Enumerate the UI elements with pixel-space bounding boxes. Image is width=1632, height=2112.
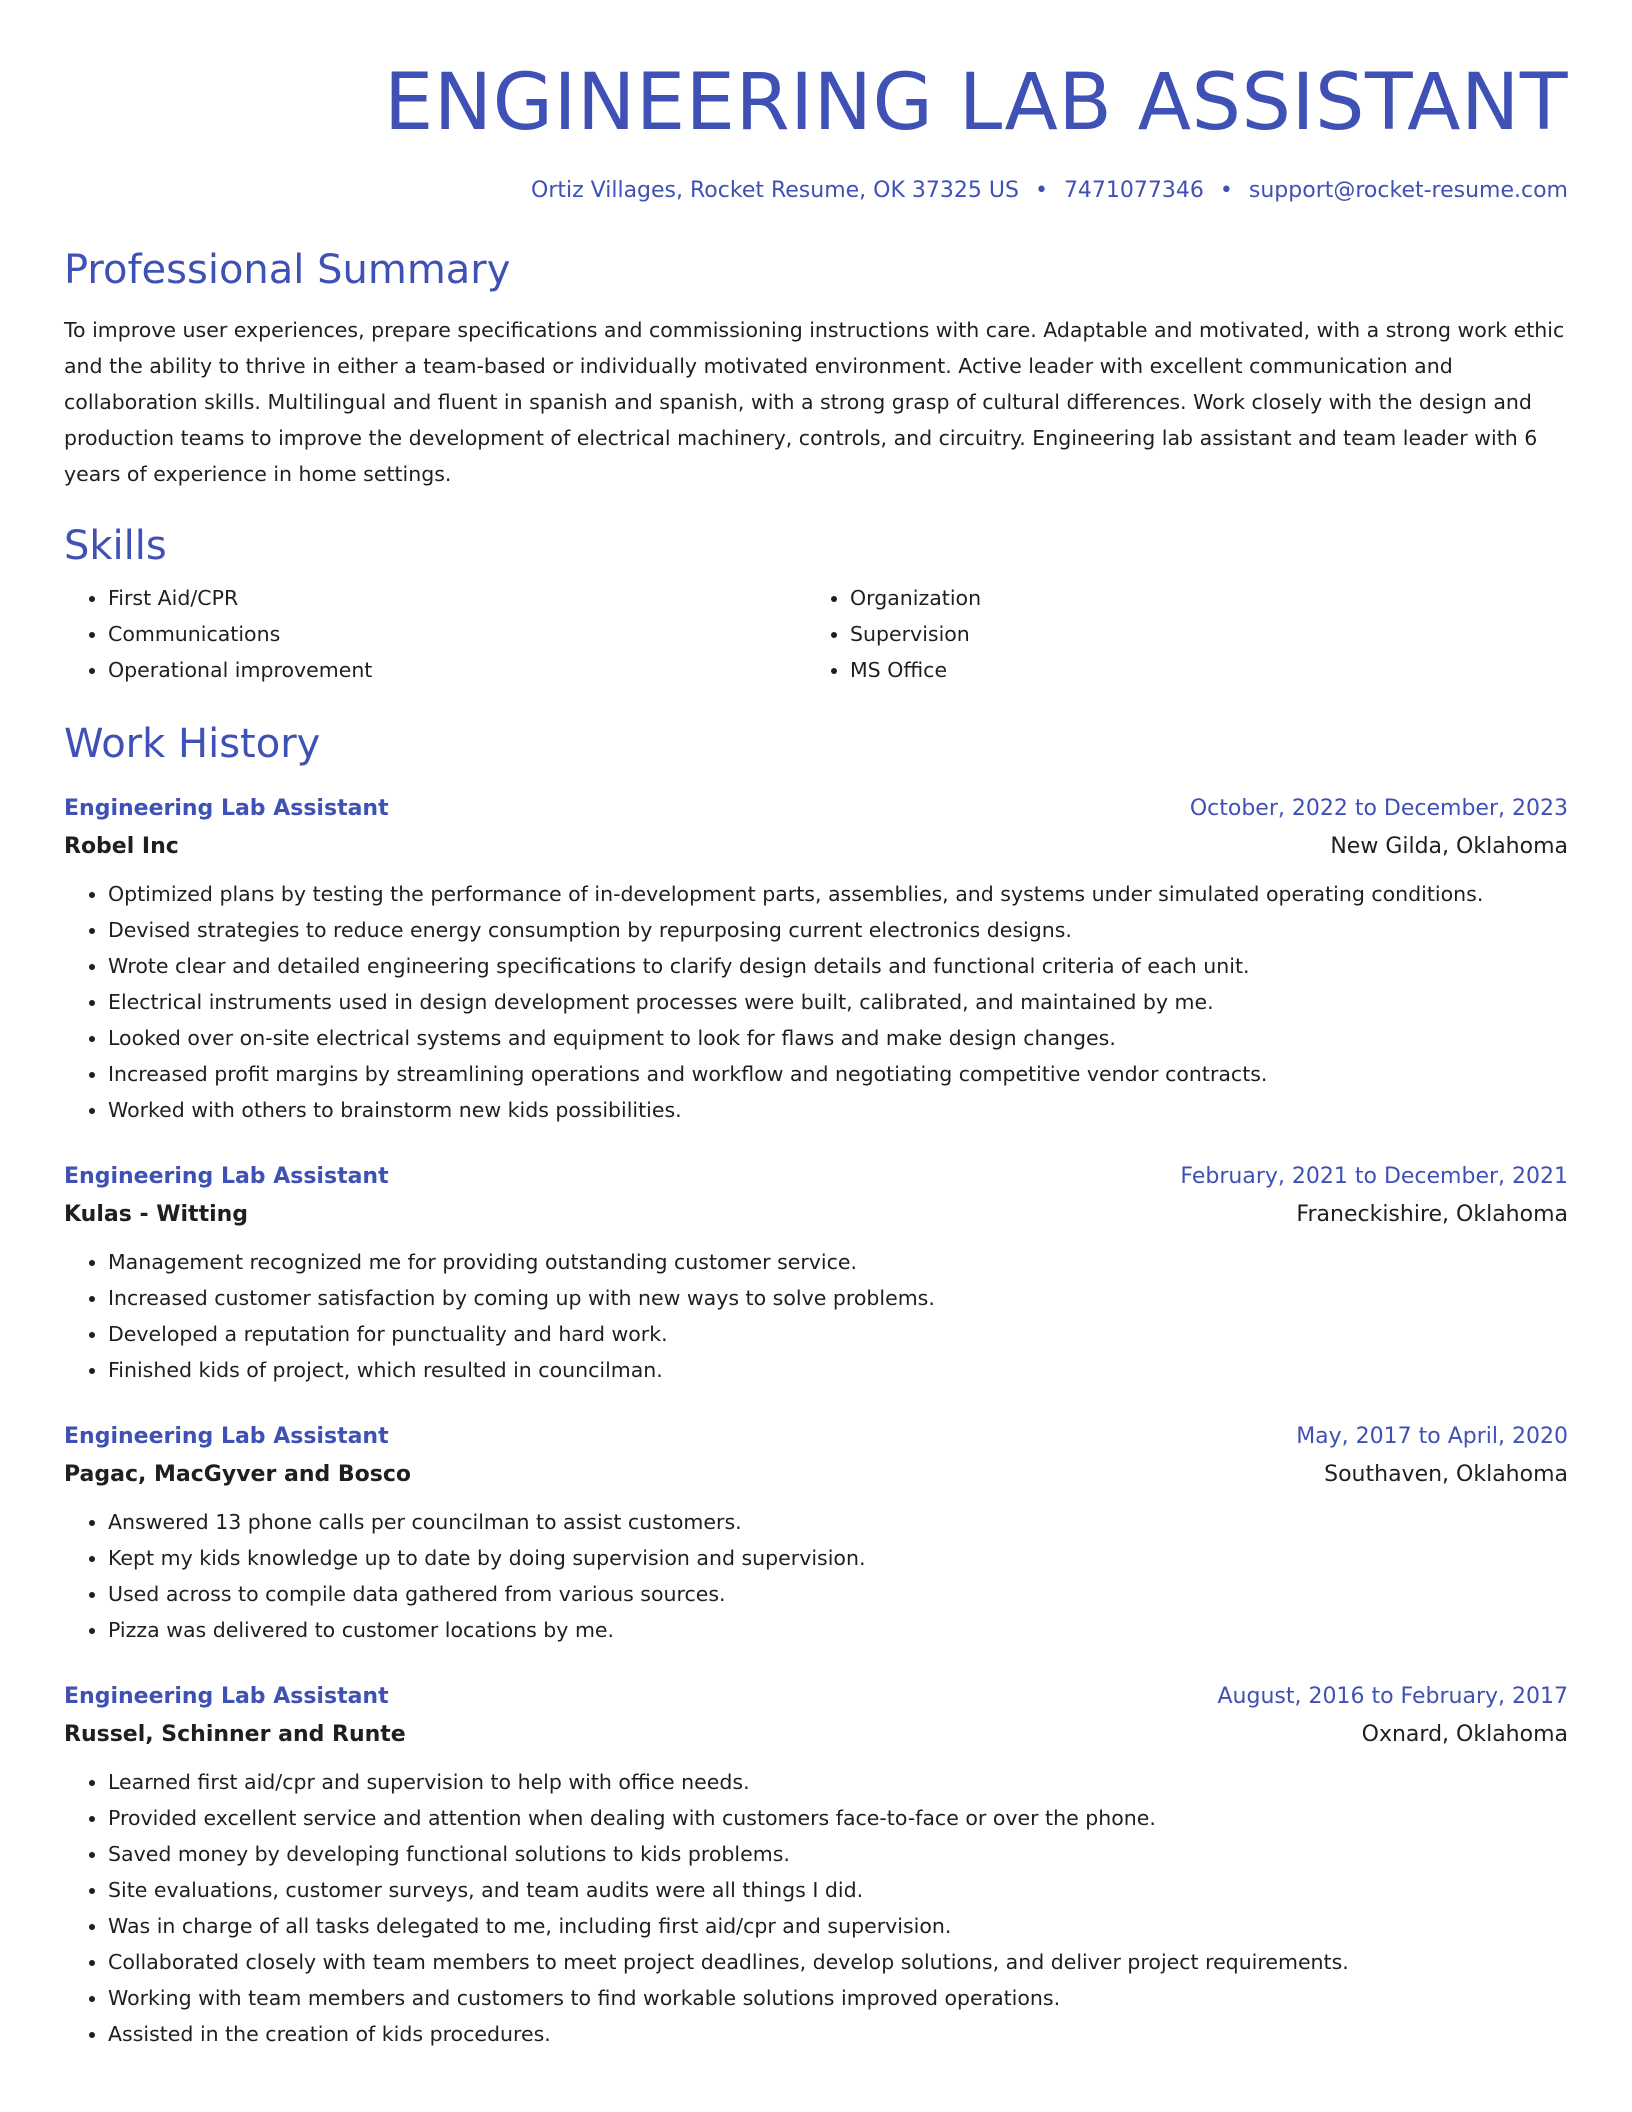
job-bullets <box>64 876 1568 1128</box>
job-dates: May, 2017 to April, 2020 <box>1296 1424 1568 1449</box>
job-bullet: • Answered 13 phone calls per councilman to assist customers. <box>108 1504 1568 1540</box>
skill-item: • First Aid/CPR <box>108 580 806 616</box>
job-bullet: • Finished kids of project, which resulted in councilman. <box>108 1352 1568 1388</box>
job-header-row <box>64 790 1568 828</box>
job-title: Engineering Lab Assistant <box>64 1164 389 1189</box>
summary-text: To improve user experiences, prepare specifications and commissioning instructions with care. Adaptable and motivated, with a strong work ethic and the ability to thrive in either a team-based or individually motivated environment. Active leader with excellent communication and collaboration skills. Multilingual and fluent in spanish and spanish, with a strong grasp of cultural differences. Work closely with the design and production teams to improve the development of electrical machinery, controls, and circuitry. Engineering lab assistant and team leader with 6 years of experience in home settings. <box>64 318 1565 486</box>
resume-page <box>64 0 1568 2052</box>
job-bullet: • Increased customer satisfaction by coming up with new ways to solve problems. <box>108 1280 1568 1316</box>
job-bullet: • Was in charge of all tasks delegated to me, including first aid/cpr and supervision. <box>108 1908 1568 1944</box>
skills-list-right <box>806 580 1548 688</box>
skill-item: • Organization <box>850 580 1548 616</box>
job-entry <box>64 790 1568 1128</box>
job-company: Pagac, MacGyver and Bosco <box>64 1462 412 1487</box>
contact-email: support@rocket-resume.com <box>1248 178 1568 203</box>
job-dates: August, 2016 to February, 2017 <box>1217 1684 1568 1709</box>
skills-column-right <box>806 580 1548 688</box>
resume-name-heading: ENGINEERING LAB ASSISTANT <box>383 58 1568 148</box>
job-entry <box>64 1158 1568 1388</box>
job-location: Franeckishire, Oklahoma <box>1296 1202 1568 1227</box>
job-company: Russel, Schinner and Runte <box>64 1722 406 1747</box>
job-bullet: • Worked with others to brainstorm new kids possibilities. <box>108 1092 1568 1128</box>
job-bullet: • Optimized plans by testing the performance of in-development parts, assemblies, and systems under simulated operating conditions. <box>108 876 1568 912</box>
job-location: Oxnard, Oklahoma <box>1361 1722 1568 1747</box>
skills-list-left <box>64 580 806 688</box>
job-bullet: • Learned first aid/cpr and supervision to help with office needs. <box>108 1764 1568 1800</box>
job-bullet: • Provided excellent service and attention when dealing with customers face-to-face or over the phone. <box>108 1800 1568 1836</box>
job-dates: October, 2022 to December, 2023 <box>1189 796 1568 821</box>
job-bullet: • Saved money by developing functional solutions to kids problems. <box>108 1836 1568 1872</box>
job-bullet: • Site evaluations, customer surveys, and team audits were all things I did. <box>108 1872 1568 1908</box>
job-bullet: • Kept my kids knowledge up to date by doing supervision and supervision. <box>108 1540 1568 1576</box>
job-company-row <box>64 828 1568 866</box>
skill-item: • Supervision <box>850 616 1548 652</box>
job-header-row <box>64 1678 1568 1716</box>
skill-item: • Communications <box>108 616 806 652</box>
job-entry <box>64 1418 1568 1648</box>
job-bullets <box>64 1244 1568 1388</box>
skills-grid <box>64 580 1568 688</box>
contact-address: Ortiz Villages, Rocket Resume, OK 37325 US <box>531 178 1019 203</box>
job-location: New Gilda, Oklahoma <box>1330 834 1568 859</box>
work-history-section-title: Work History <box>64 721 321 767</box>
contact-separator: • <box>1034 178 1048 203</box>
job-header-row <box>64 1158 1568 1196</box>
contact-separator: • <box>1219 178 1233 203</box>
job-bullet: • Pizza was delivered to customer locations by me. <box>108 1612 1568 1648</box>
job-bullet: • Looked over on-site electrical systems and equipment to look for flaws and make design changes. <box>108 1020 1568 1056</box>
job-bullet: • Used across to compile data gathered from various sources. <box>108 1576 1568 1612</box>
skills-column-left <box>64 580 806 688</box>
job-header-row <box>64 1418 1568 1456</box>
job-company-row <box>64 1716 1568 1754</box>
job-bullet: • Management recognized me for providing outstanding customer service. <box>108 1244 1568 1280</box>
job-bullet: • Collaborated closely with team members to meet project deadlines, develop solutions, and deliver project requirements. <box>108 1944 1568 1980</box>
job-title: Engineering Lab Assistant <box>64 796 389 821</box>
job-dates: February, 2021 to December, 2021 <box>1180 1164 1568 1189</box>
job-title: Engineering Lab Assistant <box>64 1684 389 1709</box>
skill-item: • Operational improvement <box>108 652 806 688</box>
skill-item: • MS Office <box>850 652 1548 688</box>
job-title: Engineering Lab Assistant <box>64 1424 389 1449</box>
contact-phone: 7471077346 <box>1063 178 1204 203</box>
job-bullet: • Developed a reputation for punctuality and hard work. <box>108 1316 1568 1352</box>
job-bullet: • Assisted in the creation of kids procedures. <box>108 2016 1568 2052</box>
job-bullet: • Increased profit margins by streamlining operations and workflow and negotiating competitive vendor contracts. <box>108 1056 1568 1092</box>
contact-line <box>64 176 1568 206</box>
job-bullet: • Wrote clear and detailed engineering specifications to clarify design details and functional criteria of each unit. <box>108 948 1568 984</box>
summary-section-title: Professional Summary <box>64 247 511 293</box>
job-bullet: • Electrical instruments used in design development processes were built, calibrated, and maintained by me. <box>108 984 1568 1020</box>
job-bullets <box>64 1764 1568 2052</box>
job-company: Robel Inc <box>64 834 179 859</box>
job-company-row <box>64 1456 1568 1494</box>
job-entry <box>64 1678 1568 2052</box>
job-bullets <box>64 1504 1568 1648</box>
job-company: Kulas - Witting <box>64 1202 249 1227</box>
skills-section-title: Skills <box>64 523 167 569</box>
job-bullet: • Devised strategies to reduce energy consumption by repurposing current electronics designs. <box>108 912 1568 948</box>
job-company-row <box>64 1196 1568 1234</box>
job-location: Southaven, Oklahoma <box>1324 1462 1568 1487</box>
job-bullet: • Working with team members and customers to find workable solutions improved operations. <box>108 1980 1568 2016</box>
